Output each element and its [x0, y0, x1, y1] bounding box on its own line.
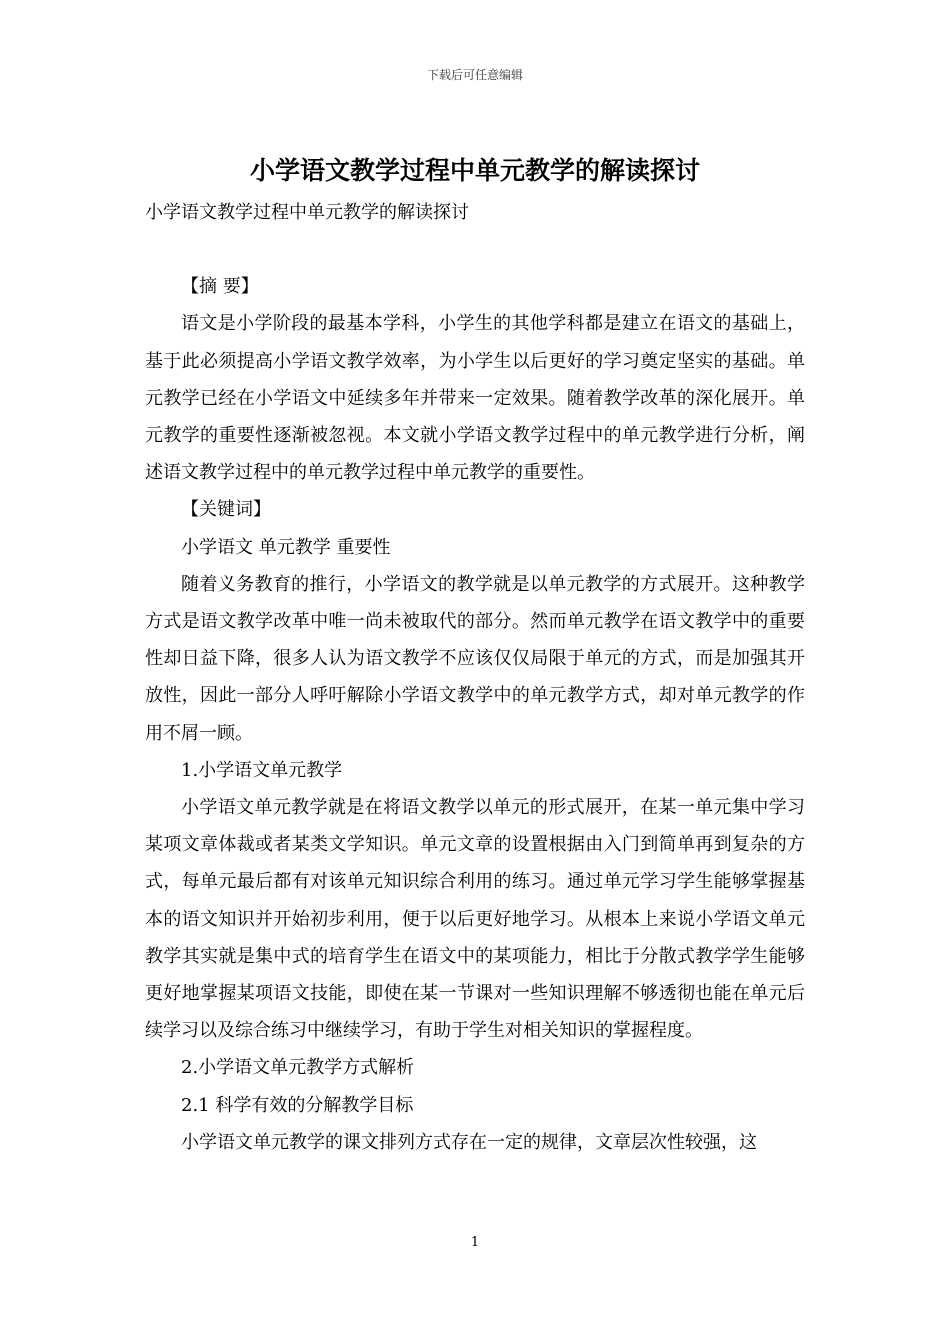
page-number: 1: [470, 1235, 480, 1250]
abstract-paragraph: 语文是小学阶段的最基本学科，小学生的其他学科都是建立在语文的基础上，基于此必须提高小学语文教学效率，为小学生以后更好的学习奠定坚实的基础。单元教学已经在小学语文中延续多年并带来一定效果。随着教学改革的深化展开。单元教学的重要性逐渐被忽视。本文就小学语文教学过程中的单元教学进行分析，阐述语文教学过程中的单元教学过程中单元教学的重要性。: [145, 313, 805, 484]
header-note: 下载后可任意编辑: [426, 68, 523, 82]
section-2-1-paragraph: 小学语文单元教学的课文排列方式存在一定的规律，文章层次性较强，这: [181, 1131, 757, 1153]
keywords-heading: 【关键词】: [181, 499, 271, 521]
keywords-text: 小学语文 单元教学 重要性: [181, 536, 391, 558]
section-1-heading: 1.小学语文单元教学: [181, 759, 343, 781]
section-1-paragraph: 小学语文单元教学就是在将语文教学以单元的形式展开，在某一单元集中学习某项文章体裁或者某类文学知识。单元文章的设置根据由入门到简单再到复杂的方式，每单元最后都有对该单元知识综合利用的练习。通过单元学习学生能够掌握基本的语文知识并开始初步利用，便于以后更好地学习。从根本上来说小学语文单元教学其实就是集中式的培育学生在语文中的某项能力，相比于分散式教学学生能够更好地掌握某项语文技能，即使在某一节课对一些知识理解不够透彻也能在单元后续学习以及综合练习中继续学习，有助于学生对相关知识的掌握程度。: [145, 797, 805, 1042]
document-body: [145, 194, 805, 1161]
section-2-1-heading: 2.1 科学有效的分解教学目标: [181, 1094, 414, 1116]
intro-paragraph: 随着义务教育的推行，小学语文的教学就是以单元教学的方式展开。这种教学方式是语文教学改革中唯一尚未被取代的部分。然而单元教学在语文教学中的重要性却日益下降，很多人认为语文教学不应该仅仅局限于单元的方式，而是加强其开放性，因此一部分人呼吁解除小学语文教学中的单元教学方式，却对单元教学的作用不屑一顾。: [145, 573, 805, 744]
abstract-heading: 【摘 要】: [181, 276, 259, 298]
document-title: 小学语文教学过程中单元教学的解读探讨: [249, 156, 700, 185]
document-subtitle: 小学语文教学过程中单元教学的解读探讨: [145, 202, 469, 223]
section-2-heading: 2.小学语文单元教学方式解析: [181, 1057, 415, 1079]
